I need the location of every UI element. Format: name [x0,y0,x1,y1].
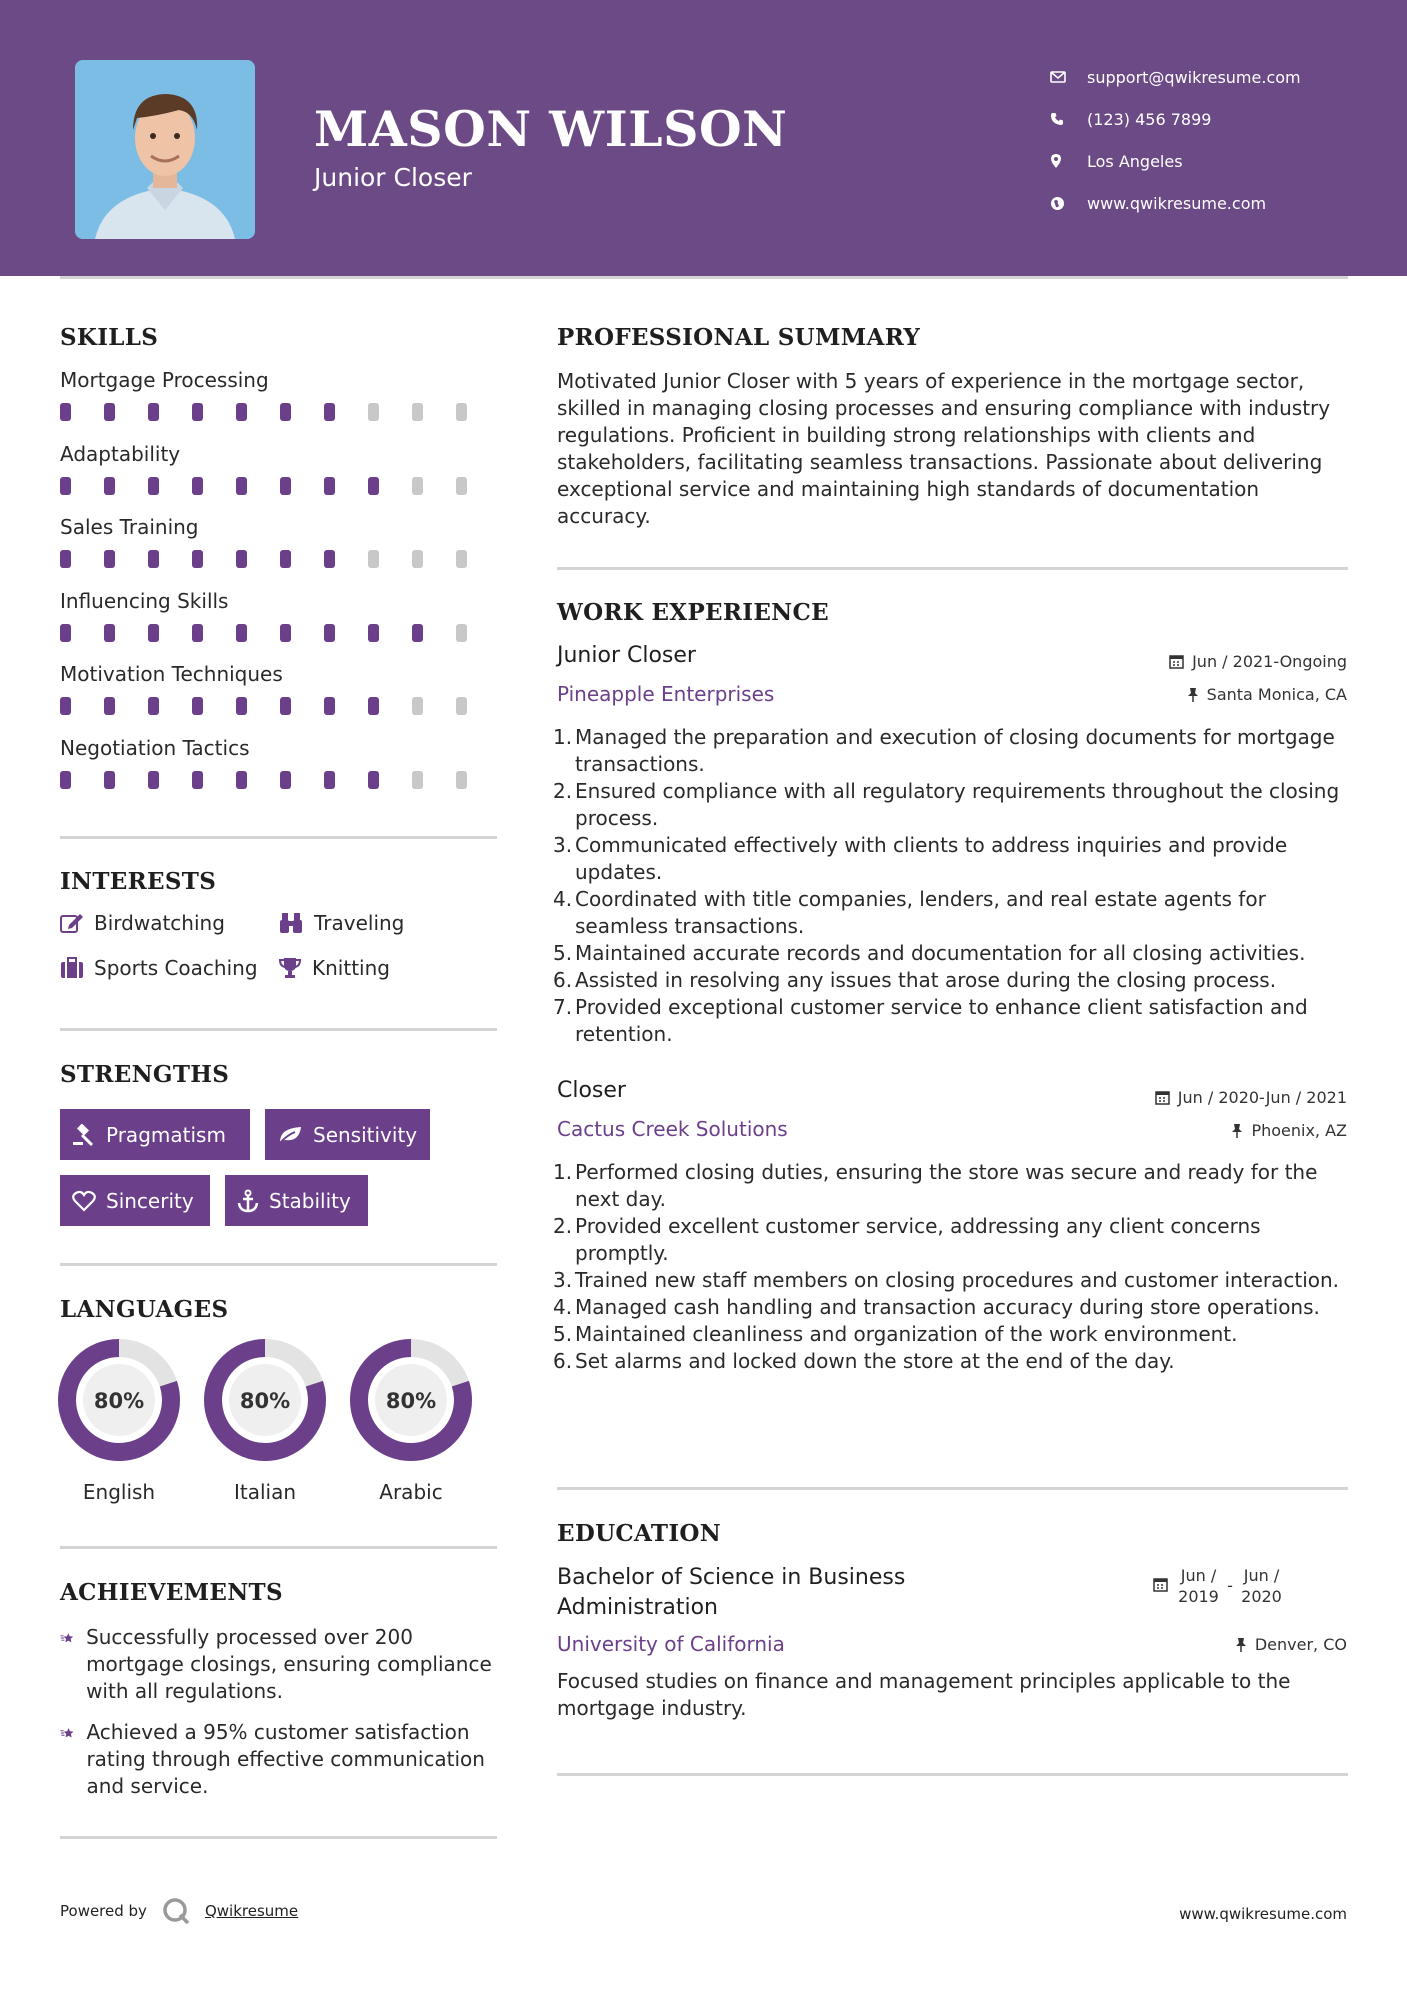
skill-rating-dot [236,697,247,715]
job-bullet-text: Set alarms and locked down the store at the end of the day. [575,1349,1175,1373]
interest-label: Sports Coaching [94,956,258,980]
skill-item [60,515,500,569]
experience-divider [557,1487,1348,1490]
job-bullet [553,967,1353,994]
interest-label: Birdwatching [94,911,225,935]
job-bullet [553,778,1353,832]
skill-rating-dot [104,624,115,642]
interest-item [60,956,258,980]
skill-rating-dot [148,403,159,421]
skill-item [60,368,500,422]
map-pin-icon [1050,153,1087,169]
education-end-line-2: 2020 [1241,1587,1282,1606]
skill-rating-dot [368,477,379,495]
skill-rating-dot [60,771,71,789]
job-bullet [553,1213,1353,1267]
language-ring [203,1338,327,1462]
interest-item [60,911,225,935]
skill-rating-dot [456,403,467,421]
strength-label: Stability [269,1188,351,1213]
contact-phone[interactable] [1050,98,1301,140]
star-icon [60,1624,74,1652]
job-dates [1155,1088,1347,1107]
skill-rating-dot [412,403,423,421]
skill-rating-dot [412,624,423,642]
education-date-separator: - [1227,1576,1233,1595]
job-bullet [553,1267,1353,1294]
skill-rating-dot [104,403,115,421]
skill-rating-dot [368,403,379,421]
skill-rating-dot [280,477,291,495]
achievement-item [60,1719,500,1800]
education-start-line-2: 2019 [1178,1587,1219,1606]
skill-name: Mortgage Processing [60,368,269,392]
job-bullet-text: Trained new staff members on closing procedures and customer interaction. [575,1268,1340,1292]
job-bullet-text: Performed closing duties, ensuring the store was secure and ready for the next day. [575,1160,1318,1211]
language-ring [57,1338,181,1462]
skill-rating-dot [192,477,203,495]
education-location [1235,1635,1347,1654]
experience-title: WORK EXPERIENCE [557,599,829,626]
job-bullet [553,886,1353,940]
skill-rating [60,696,500,716]
gavel-icon [72,1124,96,1146]
skill-rating-dot [456,697,467,715]
job-bullet-number: 2. [553,779,573,803]
job-bullet [553,1348,1353,1375]
calendar-icon [1153,1577,1168,1592]
skill-rating-dot [368,624,379,642]
skill-rating-dot [324,403,335,421]
contact-list [1050,56,1301,224]
skill-name: Negotiation Tactics [60,735,250,760]
job-bullet-number: 2. [553,1214,573,1238]
job-location [1231,1121,1347,1140]
job-bullet-number: 5. [553,1322,573,1346]
job-bullet-text: Maintained cleanliness and organization of the work environment. [575,1322,1238,1346]
skill-rating-dot [192,697,203,715]
contact-website[interactable] [1050,182,1301,224]
skill-item [60,442,500,496]
trophy-icon [278,957,302,979]
skill-rating-dot [412,550,423,568]
job-bullet-number: 1. [553,1160,573,1184]
skill-rating-dot [236,624,247,642]
skill-rating-dot [412,771,423,789]
job-company: Cactus Creek Solutions [557,1117,788,1141]
job-bullet-number: 6. [553,968,573,992]
job-bullet-text: Provided exceptional customer service to enhance client satisfaction and retention. [575,995,1308,1046]
skill-name: Influencing Skills [60,588,229,613]
job-dates-text: Jun / 2020-Jun / 2021 [1177,1088,1347,1107]
job-bullet [553,994,1353,1048]
skill-rating-dot [148,477,159,495]
pushpin-icon [1231,1123,1243,1138]
skill-rating-dot [104,771,115,789]
skill-rating-dot [60,477,71,495]
skill-rating-dot [324,550,335,568]
language-ring [349,1338,473,1462]
contact-website-text: www.qwikresume.com [1087,193,1267,213]
edit-icon [60,912,84,934]
binoculars-icon [278,912,304,934]
summary-text: Motivated Junior Closer with 5 years of experience in the mortgage sector, skilled in managing closing processes and ensuring compliance with industry regulations. Proficient in building strong relationships with clients and stakeholders, facilitating seamless transactions. Passionate about delivering exceptional service and maintaining high standards of documentation accuracy. [557,369,1331,528]
resume-header [0,0,1407,276]
strength-badge [60,1175,210,1226]
footer-powered-by [60,1896,298,1926]
skill-rating-dot [280,403,291,421]
contact-location-text: Los Angeles [1087,151,1183,171]
job-bullet-text: Coordinated with title companies, lenders, and real estate agents for seamless transactions. [575,887,1266,938]
skill-rating-dot [104,550,115,568]
strength-badge [265,1109,430,1160]
education-end-line-1: Jun / [1243,1566,1280,1585]
job-dates [1169,652,1347,671]
skill-rating-dot [456,477,467,495]
globe-icon [1050,196,1087,211]
achievement-text: Successfully processed over 200 mortgage closings, ensuring compliance with all regulations. [86,1625,492,1703]
job-bullet-text: Ensured compliance with all regulatory requirements throughout the closing process. [575,779,1340,830]
skill-rating-dot [324,771,335,789]
powered-by-text: Powered by [60,1902,147,1920]
skill-rating [60,770,500,790]
skill-rating-dot [60,624,71,642]
skill-rating-dot [324,697,335,715]
skill-rating-dot [104,697,115,715]
phone-icon [1050,112,1087,126]
education-title: EDUCATION [557,1520,722,1547]
skill-rating-dot [368,771,379,789]
skill-item [60,662,500,716]
skill-rating-dot [104,477,115,495]
job-location-text: Phoenix, AZ [1251,1121,1347,1140]
skill-rating-dot [368,697,379,715]
job-bullet [553,1294,1353,1321]
profile-photo-image [75,60,255,239]
degree-line-2: Administration [557,1595,718,1620]
skill-rating-dot [148,550,159,568]
education-description: Focused studies on finance and management principles applicable to the mortgage industry. [557,1669,1291,1720]
contact-location [1050,140,1301,182]
language-percent: 80% [93,1389,145,1413]
contact-email-text: support@qwikresume.com [1087,67,1301,87]
calendar-icon [1155,1090,1170,1105]
skill-rating [60,549,500,569]
skill-rating-dot [236,403,247,421]
job-bullet [553,1321,1353,1348]
contact-phone-text: (123) 456 7899 [1087,109,1212,129]
skill-rating-dot [456,550,467,568]
achievement-text: Achieved a 95% customer satisfaction rating through effective communication and service. [86,1720,485,1798]
language-name: Italian [233,1480,297,1504]
strength-badge [60,1109,250,1160]
job-bullets [553,724,1353,1048]
skill-rating-dot [368,550,379,568]
strength-label: Pragmatism [106,1122,226,1147]
job-bullet-text: Assisted in resolving any issues that arose during the closing process. [575,968,1277,992]
achievement-item [60,1624,500,1705]
education-degree [557,1563,905,1623]
job-bullet-number: 1. [553,725,573,749]
skill-rating-dot [236,550,247,568]
leaf-icon [277,1125,303,1145]
job-role: Junior Closer [557,643,696,668]
skill-rating-dot [192,624,203,642]
job-bullets [553,1159,1353,1375]
job-company: Pineapple Enterprises [557,682,775,706]
skill-rating-dot [280,771,291,789]
skill-rating-dot [280,624,291,642]
job-bullet [553,724,1353,778]
summary-divider [557,567,1348,570]
job-bullet-number: 3. [553,1268,573,1292]
job-bullet-text: Managed the preparation and execution of closing documents for mortgage transactions. [575,725,1335,776]
education-dates [1153,1565,1284,1607]
pushpin-icon [1235,1637,1247,1652]
language-percent: 80% [385,1389,437,1413]
skills-title: SKILLS [60,324,159,351]
profile-photo [75,60,255,239]
job-bullet [553,1159,1353,1213]
mail-icon [1050,71,1087,83]
skill-item [60,589,500,643]
language-item [57,1338,181,1504]
skill-rating-dot [60,697,71,715]
job-bullet-number: 7. [553,995,573,1019]
strengths-title: STRENGTHS [60,1061,230,1088]
skill-rating-dot [148,771,159,789]
education-end [1239,1565,1284,1607]
skill-rating-dot [412,477,423,495]
interest-item [278,956,390,980]
qwikresume-logo-icon [161,1896,191,1926]
candidate-name: MASON WILSON [314,100,788,158]
education-start [1176,1565,1221,1607]
interests-title: INTERESTS [60,868,217,895]
candidate-title: Junior Closer [314,163,472,192]
language-percent: 80% [239,1389,291,1413]
job-role: Closer [557,1078,626,1103]
interest-label: Knitting [312,956,390,980]
skill-rating-dot [280,697,291,715]
strength-badge [225,1175,368,1226]
job-bullet-number: 6. [553,1349,573,1373]
strengths-divider [60,1263,497,1266]
skill-rating-dot [236,771,247,789]
skill-rating-dot [280,550,291,568]
job-dates-text: Jun / 2021-Ongoing [1192,652,1347,671]
skill-rating-dot [148,624,159,642]
job-bullet-number: 4. [553,887,573,911]
strength-label: Sincerity [106,1188,194,1213]
contact-email[interactable] [1050,56,1301,98]
job-bullet-text: Communicated effectively with clients to address inquiries and provide updates. [575,833,1288,884]
language-name: Arabic [379,1480,443,1504]
job-bullet-number: 3. [553,833,573,857]
job-bullet-number: 4. [553,1295,573,1319]
job-bullet-number: 5. [553,941,573,965]
language-item [349,1338,473,1504]
pushpin-icon [1187,687,1199,702]
briefcase-icon [60,957,84,979]
skill-rating-dot [412,697,423,715]
skill-rating-dot [324,624,335,642]
qwikresume-link[interactable]: Qwikresume [204,1902,299,1920]
language-name: English [82,1480,156,1504]
skill-rating-dot [456,624,467,642]
skill-rating-dot [148,697,159,715]
skill-rating-dot [192,771,203,789]
skill-name: Motivation Techniques [60,662,283,686]
skill-name: Adaptability [60,441,181,466]
interest-label: Traveling [314,911,405,935]
skill-rating-dot [192,550,203,568]
degree-line-1: Bachelor of Science in Business [557,1565,906,1590]
achievements-divider [60,1836,497,1839]
education-school: University of California [557,1632,785,1656]
skill-item [60,736,500,790]
job-bullet [553,940,1353,967]
interests-divider [60,1028,497,1031]
skills-divider [60,836,497,839]
skill-rating-dot [236,477,247,495]
skill-rating-dot [60,550,71,568]
education-start-line-1: Jun / [1180,1566,1217,1585]
skill-rating-dot [192,403,203,421]
skill-rating-dot [60,403,71,421]
education-location-text: Denver, CO [1254,1635,1347,1654]
job-bullet-text: Managed cash handling and transaction accuracy during store operations. [575,1295,1320,1319]
skill-name: Sales Training [60,515,199,539]
interest-item [278,911,404,935]
star-icon [60,1719,74,1747]
skill-rating [60,402,500,422]
anchor-icon [237,1189,259,1213]
job-bullet-text: Provided excellent customer service, addressing any client concerns promptly. [575,1214,1261,1265]
languages-divider [60,1546,497,1549]
education-divider [557,1773,1348,1776]
skill-rating-dot [456,771,467,789]
heart-icon [72,1190,96,1212]
skill-rating [60,476,500,496]
job-bullet-text: Maintained accurate records and documentation for all closing activities. [575,941,1306,965]
footer-website[interactable]: www.qwikresume.com [1179,1905,1347,1923]
job-location-text: Santa Monica, CA [1206,685,1347,704]
strength-label: Sensitivity [313,1122,418,1147]
skill-rating-dot [324,477,335,495]
skill-rating [60,623,500,643]
achievements-title: ACHIEVEMENTS [60,1579,283,1606]
header-divider [60,276,1348,279]
calendar-icon [1169,654,1184,669]
job-location [1187,685,1347,704]
job-bullet [553,832,1353,886]
language-item [203,1338,327,1504]
summary-title: PROFESSIONAL SUMMARY [557,324,921,351]
languages-title: LANGUAGES [60,1296,229,1323]
